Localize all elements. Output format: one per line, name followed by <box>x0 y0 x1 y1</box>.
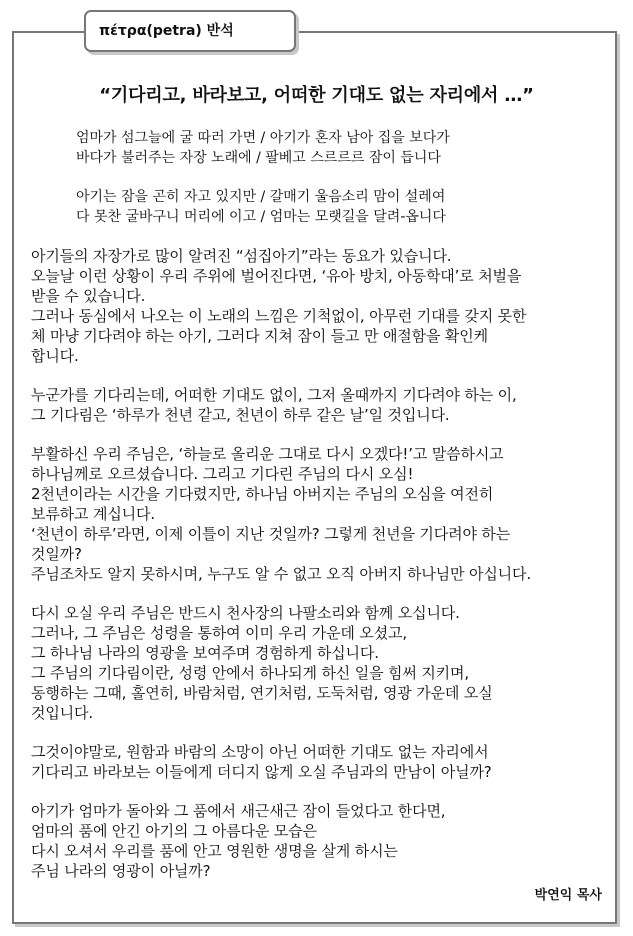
paragraph-5 <box>31 742 611 782</box>
body-line: 아기들의 자장가로 많이 알려진 “섬집아기”라는 동요가 있습니다. <box>31 247 452 265</box>
body-line: 다시 오실 우리 주님은 반드시 천사장의 나팔소리와 함께 오십니다. <box>31 604 460 622</box>
poem-line: 엄마가 섬그늘에 굴 따러 가면 / 아기가 혼자 남아 집을 보다가 <box>76 130 450 146</box>
body-line: 것입니다. <box>31 704 93 722</box>
body-line: ‘천년이 하루’라면, 이제 이틀이 지난 것일까? 그렇게 천년을 기다려야 하는 <box>31 525 511 543</box>
paragraph-3 <box>31 444 611 584</box>
body-line: 아기가 엄마가 돌아와 그 품에서 새근새근 잠이 들었다고 한다면, <box>31 802 446 820</box>
paragraph-4 <box>31 603 611 723</box>
body-line: 그러나, 그 주님은 성령을 통하여 이미 우리 가운데 오셨고, <box>31 624 408 642</box>
body-line: 그것이야말로, 원함과 바람의 소망이 아닌 어떠한 기대도 없는 자리에서 <box>31 743 489 761</box>
column-tab: πέτρα(petra) 반석 <box>84 10 296 52</box>
author-signature: 박연익 목사 <box>534 888 602 903</box>
article-title: “기다리고, 바라보고, 어떠한 기대도 없는 자리에서 …” <box>99 85 534 106</box>
article-body <box>31 246 611 881</box>
poem-stanza-2 <box>76 187 446 227</box>
body-line: 하나님께로 오르셨습니다. 그리고 기다린 주님의 다시 오심! <box>31 465 414 483</box>
body-line: 그 기다림은 ‘하루가 천년 같고, 천년이 하루 같은 날’일 것입니다. <box>31 406 450 424</box>
body-line: 주님 나라의 영광이 아닐까? <box>31 862 211 880</box>
body-line: 그 하나님 나라의 영광을 보여주며 경험하게 하십니다. <box>31 644 379 662</box>
body-line: 부활하신 우리 주님은, ‘하늘로 올리운 그대로 다시 오겠다!’고 말씀하시고 <box>31 445 504 463</box>
body-line: 그러나 동심에서 나오는 이 노래의 느낌은 기척없이, 아무런 기대를 갖지 못한 <box>31 307 527 325</box>
body-line: 누군가를 기다리는데, 어떠한 기대도 없이, 그저 올때까지 기다려야 하는 이, <box>31 386 517 404</box>
paragraph-2 <box>31 385 611 425</box>
body-line: 오늘날 이런 상황이 우리 주위에 벌어진다면, ‘유아 방치, 아동학대’로 처벌을 <box>31 267 522 285</box>
poem-stanza-1 <box>76 128 450 168</box>
body-line: 체 마냥 기다려야 하는 아기, 그러다 지쳐 잠이 들고 만 애절함을 확인케 <box>31 327 488 345</box>
body-line: 것일까? <box>31 545 82 563</box>
poem-line: 아기는 잠을 곤히 자고 있지만 / 갈매기 울음소리 맘이 설레여 <box>76 189 446 205</box>
poem-line: 바다가 불러주는 자장 노래에 / 팔베고 스르르르 잠이 듭니다 <box>76 150 441 166</box>
body-line: 다시 오셔서 우리를 품에 안고 영원한 생명을 살게 하시는 <box>31 842 398 860</box>
body-line: 그 주님의 기다림이란, 성령 안에서 하나되게 하신 일을 힘써 지키며, <box>31 664 469 682</box>
body-line: 기다리고 바라보는 이들에게 더디지 않게 오실 주님과의 만남이 아닐까? <box>31 763 492 781</box>
body-line: 엄마의 품에 안긴 아기의 그 아름다운 모습은 <box>31 822 317 840</box>
body-line: 합니다. <box>31 347 79 365</box>
paragraph-1 <box>31 246 611 366</box>
body-line: 받을 수 있습니다. <box>31 287 146 305</box>
body-line: 보류하고 계십니다. <box>31 505 155 523</box>
body-line: 동행하는 그때, 홀연히, 바람처럼, 연기처럼, 도둑처럼, 영광 가운데 오실 <box>31 684 493 702</box>
poem-line: 다 못찬 굴바구니 머리에 이고 / 엄마는 모랫길을 달려-옵니다 <box>76 209 446 225</box>
body-line: 주님조차도 알지 못하시며, 누구도 알 수 없고 오직 아버지 하나님만 아십니다. <box>31 565 531 583</box>
paragraph-6 <box>31 801 611 881</box>
body-line: 2천년이라는 시간을 기다렸지만, 하나님 아버지는 주님의 오심을 여전히 <box>31 485 494 503</box>
